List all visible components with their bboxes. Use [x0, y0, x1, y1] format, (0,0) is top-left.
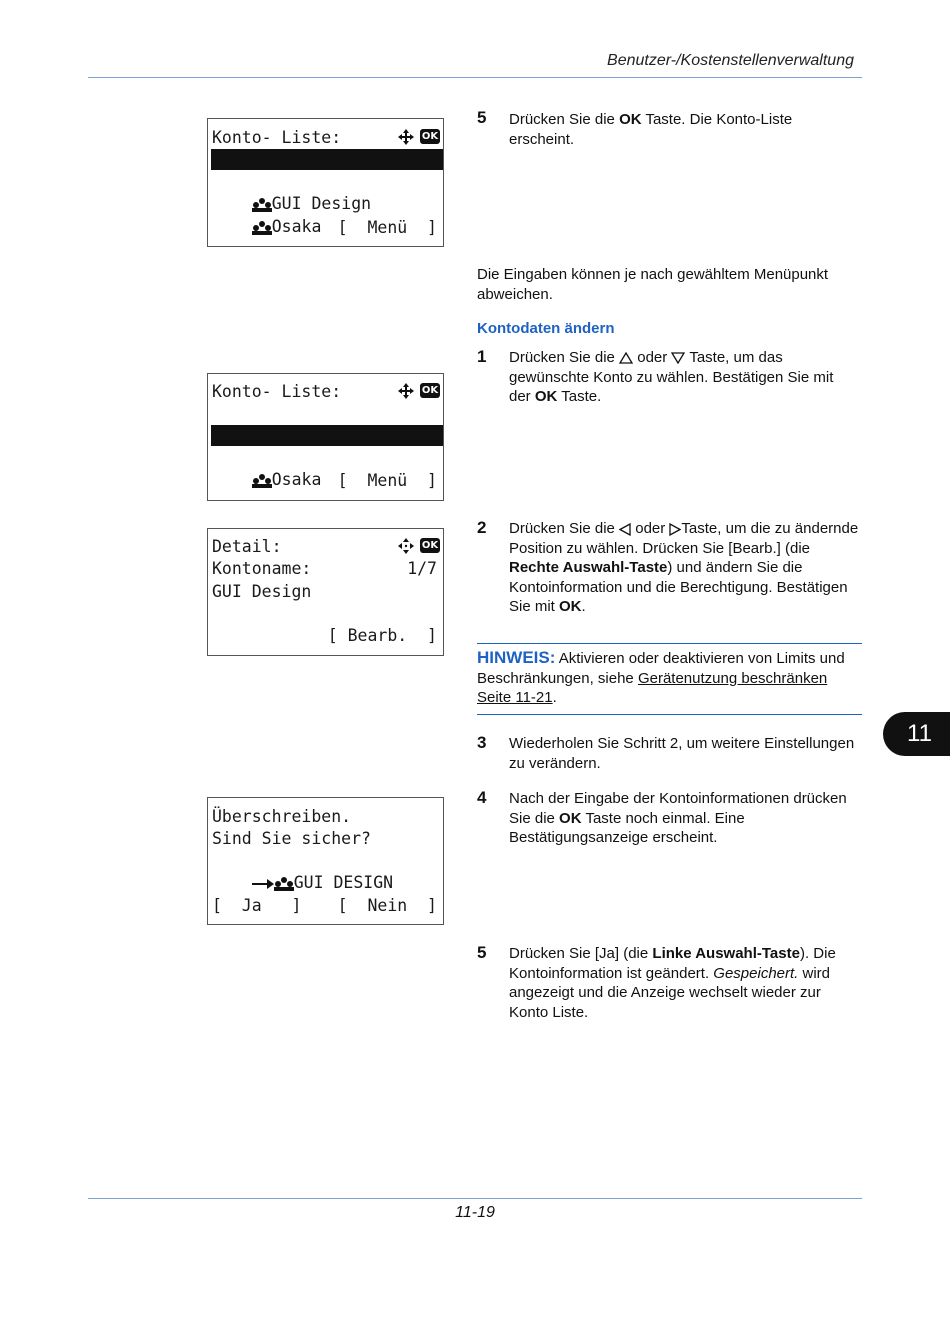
lcd-line	[212, 851, 439, 892]
lcd-softkey-yes: [ Ja ]	[212, 896, 302, 915]
arrow-keys-icon	[397, 537, 415, 555]
people-icon	[274, 876, 294, 891]
lcd-panel-account-list-1	[207, 118, 444, 247]
lcd-softkey-edit: [ Bearb. ]	[327, 626, 437, 645]
triangle-left-icon	[619, 523, 631, 536]
cross-reference-link[interactable]: Gerätenutzung beschränken Seite 11-21	[477, 669, 828, 706]
lcd-title: Konto- Liste:	[212, 128, 342, 147]
lcd-panel-account-list-2	[207, 373, 444, 501]
lcd-panel-detail	[207, 528, 444, 656]
lcd-panel-confirm	[207, 797, 444, 925]
people-icon	[252, 473, 272, 488]
step-text: Drücken Sie die OK Taste. Die Konto-Liste erscheint.	[509, 111, 793, 148]
step-number: 3	[477, 733, 487, 752]
section-heading: Kontodaten ändern	[477, 320, 615, 337]
step-number: 4	[477, 788, 487, 807]
lcd-label: Kontoname:	[212, 559, 312, 578]
note-box: HINWEIS: Aktivieren oder deaktivieren von Limits und Beschränkungen, siehe Gerätenutzung beschränken Seite 11-21.	[477, 643, 862, 715]
arrow-keys-icon	[397, 382, 415, 400]
page-header: Benutzer-/Kostenstellenverwaltung	[607, 52, 854, 69]
lcd-title: Konto- Liste:	[212, 382, 342, 401]
lcd-softkey-menu: [ Menü ]	[337, 471, 437, 490]
lcd-title: Detail:	[212, 537, 282, 556]
lcd-row	[212, 403, 439, 424]
info-paragraph: Die Eingaben können je nach gewähltem Menüpunkt abweichen.	[477, 266, 829, 303]
header-rule	[88, 77, 862, 78]
step-text: Drücken Sie die oder Taste, um das gewünschte Konto zu wählen. Bestätigen Sie mit der OK Taste.	[509, 349, 834, 405]
lcd-row-label: Osaka	[271, 470, 322, 489]
triangle-right-icon	[669, 523, 681, 536]
lcd-line: Überschreiben.	[212, 807, 352, 826]
step-text: Drücken Sie [Ja] (die Linke Auswahl-Taste). Die Kontoinformation ist geändert. Gespeichert. wird angezeigt und die Anzeige wechselt wieder zur Konto Liste.	[509, 945, 836, 1021]
ok-key-icon: OK	[421, 131, 439, 142]
lcd-row	[212, 172, 439, 213]
footer-rule	[88, 1198, 862, 1199]
chapter-tab: 11	[883, 712, 950, 756]
lcd-page-indicator: 1/7	[407, 559, 437, 578]
step-number: 5	[477, 108, 487, 127]
step-number: 1	[477, 347, 487, 366]
lcd-softkey-menu: [ Menü ]	[337, 218, 437, 237]
triangle-up-icon	[619, 352, 633, 364]
step-text: Wiederholen Sie Schritt 2, um weitere Einstellungen zu verändern.	[509, 735, 855, 772]
lcd-softkey-no: [ Nein ]	[337, 896, 437, 915]
page-number: 11-19	[455, 1204, 495, 1221]
triangle-down-icon	[671, 352, 685, 364]
ok-key-icon: OK	[421, 385, 439, 396]
step-number: 2	[477, 518, 487, 537]
lcd-value: GUI Design	[212, 582, 312, 601]
lcd-row-selected	[211, 149, 443, 190]
arrow-right-icon	[252, 878, 274, 890]
note-label: HINWEIS:	[477, 648, 556, 667]
step-text: Nach der Eingabe der Kontoinformationen drücken Sie die OK Taste noch einmal. Eine Bestätigungsanzeige erscheint.	[509, 790, 847, 846]
lcd-account-name: GUI DESIGN	[293, 873, 394, 892]
lcd-row-label: GUI Design	[271, 194, 372, 213]
lcd-line: Sind Sie sicher?	[212, 829, 371, 848]
ok-key-icon: OK	[421, 540, 439, 551]
step-number: 5	[477, 943, 487, 962]
lcd-row-selected	[211, 425, 443, 466]
people-icon	[252, 220, 272, 235]
lcd-row-label: GUI Design	[270, 447, 371, 466]
step-text: Drücken Sie die oder Taste, um die zu ändernde Position zu wählen. Drücken Sie [Bearb.] (die Rechte Auswahl-Taste) und ändern Sie die Kontoinformation und die Berechtigung. Bestätigen Sie mit OK.	[509, 520, 859, 615]
lcd-row-label: Osaka	[271, 217, 322, 236]
lcd-row-label: UI R&D DEP.	[270, 171, 381, 190]
arrow-keys-icon	[397, 128, 415, 146]
